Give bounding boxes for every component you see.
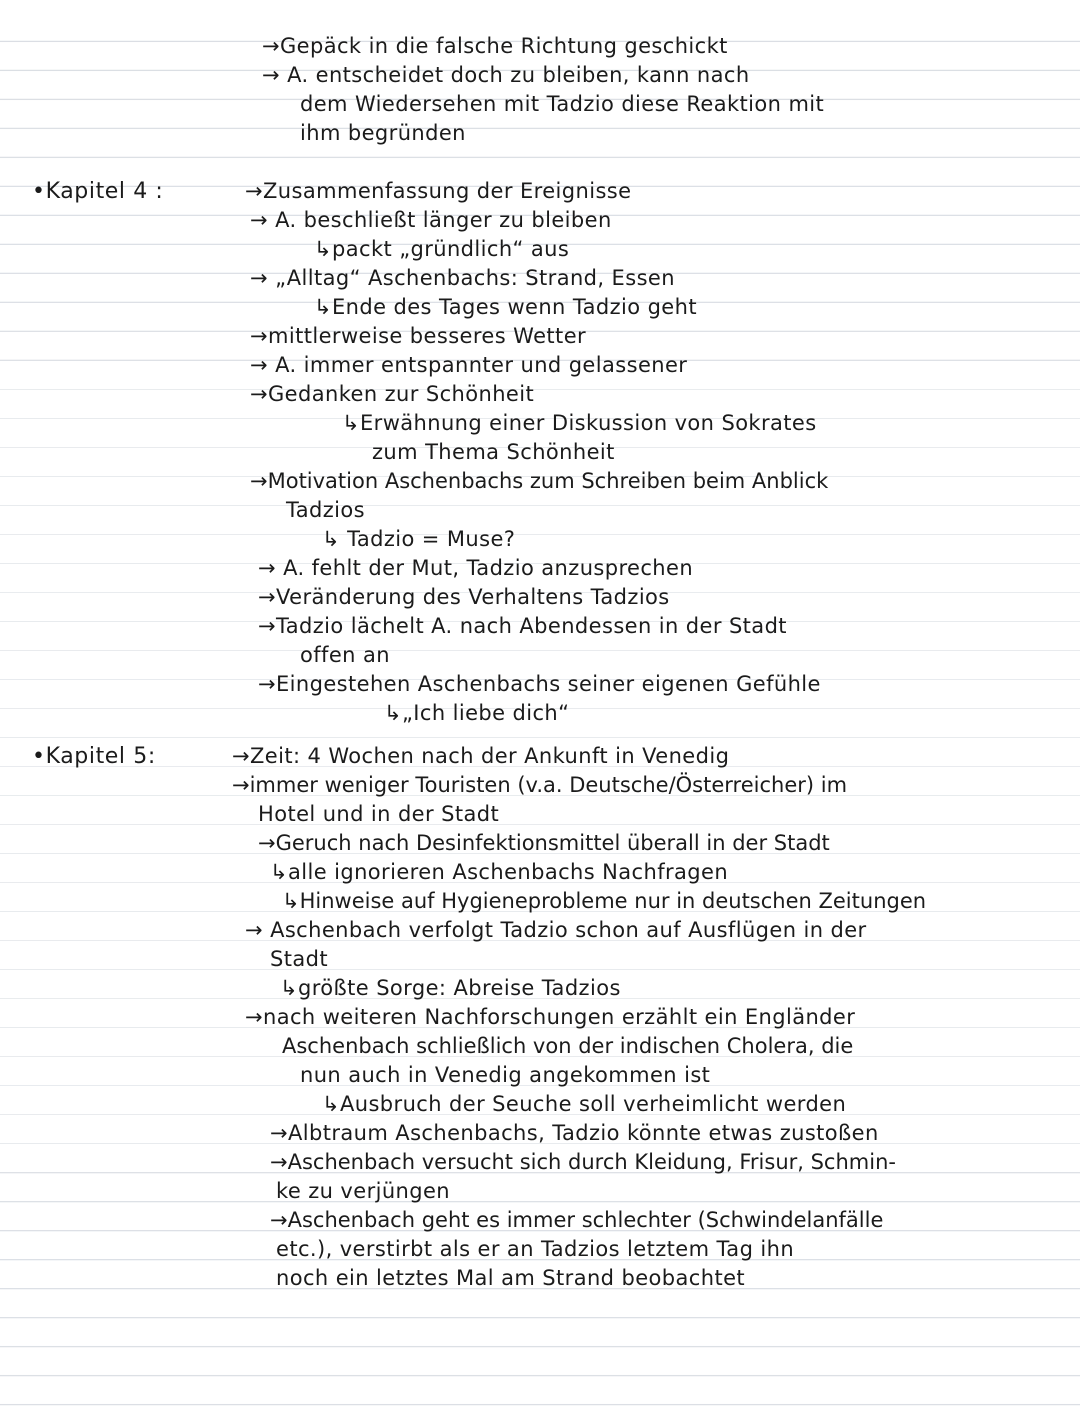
kapitel-4-line: →mittlerweise besseres Wetter bbox=[250, 324, 587, 348]
intro-line: ihm begründen bbox=[300, 121, 466, 145]
kapitel-4-heading: •Kapitel 4 : bbox=[32, 179, 164, 204]
intro-line: → A. entscheidet doch zu bleiben, kann nach bbox=[262, 63, 750, 87]
kapitel-5-line: →immer weniger Touristen (v.a. Deutsche/Österreicher) im bbox=[232, 773, 848, 797]
kapitel-4-line: offen an bbox=[300, 643, 390, 667]
kapitel-5-line: noch ein letztes Mal am Strand beobachtet bbox=[276, 1266, 746, 1290]
kapitel-4-line: →Gedanken zur Schönheit bbox=[250, 382, 535, 406]
kapitel-4-line: ↳„Ich liebe dich“ bbox=[384, 701, 570, 725]
kapitel-5-line: Hotel und in der Stadt bbox=[258, 802, 500, 826]
kapitel-5-heading: •Kapitel 5: bbox=[32, 744, 156, 769]
kapitel-4-line: →Tadzio lächelt A. nach Abendessen in der Stadt bbox=[258, 614, 787, 638]
kapitel-4-line: ↳ Tadzio = Muse? bbox=[322, 527, 516, 551]
kapitel-5-line: Stadt bbox=[270, 947, 328, 971]
kapitel-5-line: ke zu verjüngen bbox=[276, 1179, 451, 1203]
kapitel-5-line: etc.), verstirbt als er an Tadzios letztem Tag ihn bbox=[276, 1237, 795, 1261]
kapitel-5-line: →Aschenbach versucht sich durch Kleidung, Frisur, Schmin- bbox=[270, 1150, 896, 1174]
kapitel-4-line: Tadzios bbox=[286, 498, 365, 522]
intro-line: →Gepäck in die falsche Richtung geschickt bbox=[262, 34, 728, 58]
kapitel-5-line: → Aschenbach verfolgt Tadzio schon auf Ausflügen in der bbox=[245, 918, 867, 942]
intro-line: dem Wiedersehen mit Tadzio diese Reaktion mit bbox=[300, 92, 825, 116]
kapitel-4-line: → „Alltag“ Aschenbachs: Strand, Essen bbox=[250, 266, 675, 290]
kapitel-5-line: ↳Ausbruch der Seuche soll verheimlicht werden bbox=[322, 1092, 847, 1116]
kapitel-4-line: → A. immer entspannter und gelassener bbox=[250, 353, 688, 377]
kapitel-5-line: ↳größte Sorge: Abreise Tadzios bbox=[280, 976, 621, 1000]
kapitel-5-line: →Geruch nach Desinfektionsmittel überall in der Stadt bbox=[258, 831, 830, 855]
kapitel-5-line: ↳alle ignorieren Aschenbachs Nachfragen bbox=[270, 860, 729, 884]
kapitel-4-line: → A. beschließt länger zu bleiben bbox=[250, 208, 612, 232]
kapitel-4-line: ↳packt „gründlich“ aus bbox=[314, 237, 570, 261]
kapitel-5-line: ↳Hinweise auf Hygieneprobleme nur in deutschen Zeitungen bbox=[282, 889, 927, 913]
kapitel-4-line: zum Thema Schönheit bbox=[372, 440, 615, 464]
kapitel-5-line: →Albtraum Aschenbachs, Tadzio könnte etwas zustoßen bbox=[270, 1121, 879, 1145]
kapitel-4-line: ↳Ende des Tages wenn Tadzio geht bbox=[314, 295, 697, 319]
kapitel-5-line: →Aschenbach geht es immer schlechter (Schwindelanfälle bbox=[270, 1208, 884, 1232]
kapitel-4-line: →Zusammenfassung der Ereignisse bbox=[245, 179, 632, 203]
kapitel-4-line: →Eingestehen Aschenbachs seiner eigenen Gefühle bbox=[258, 672, 821, 696]
kapitel-5-line: Aschenbach schließlich von der indischen Cholera, die bbox=[282, 1034, 854, 1058]
kapitel-4-line: →Motivation Aschenbachs zum Schreiben beim Anblick bbox=[250, 469, 829, 493]
kapitel-4-line: →Veränderung des Verhaltens Tadzios bbox=[258, 585, 670, 609]
kapitel-4-line: → A. fehlt der Mut, Tadzio anzusprechen bbox=[258, 556, 694, 580]
kapitel-5-line: →nach weiteren Nachforschungen erzählt ein Engländer bbox=[245, 1005, 856, 1029]
kapitel-4-line: ↳Erwähnung einer Diskussion von Sokrates bbox=[342, 411, 817, 435]
kapitel-5-line: →Zeit: 4 Wochen nach der Ankunft in Venedig bbox=[232, 744, 730, 768]
kapitel-5-line: nun auch in Venedig angekommen ist bbox=[300, 1063, 711, 1087]
